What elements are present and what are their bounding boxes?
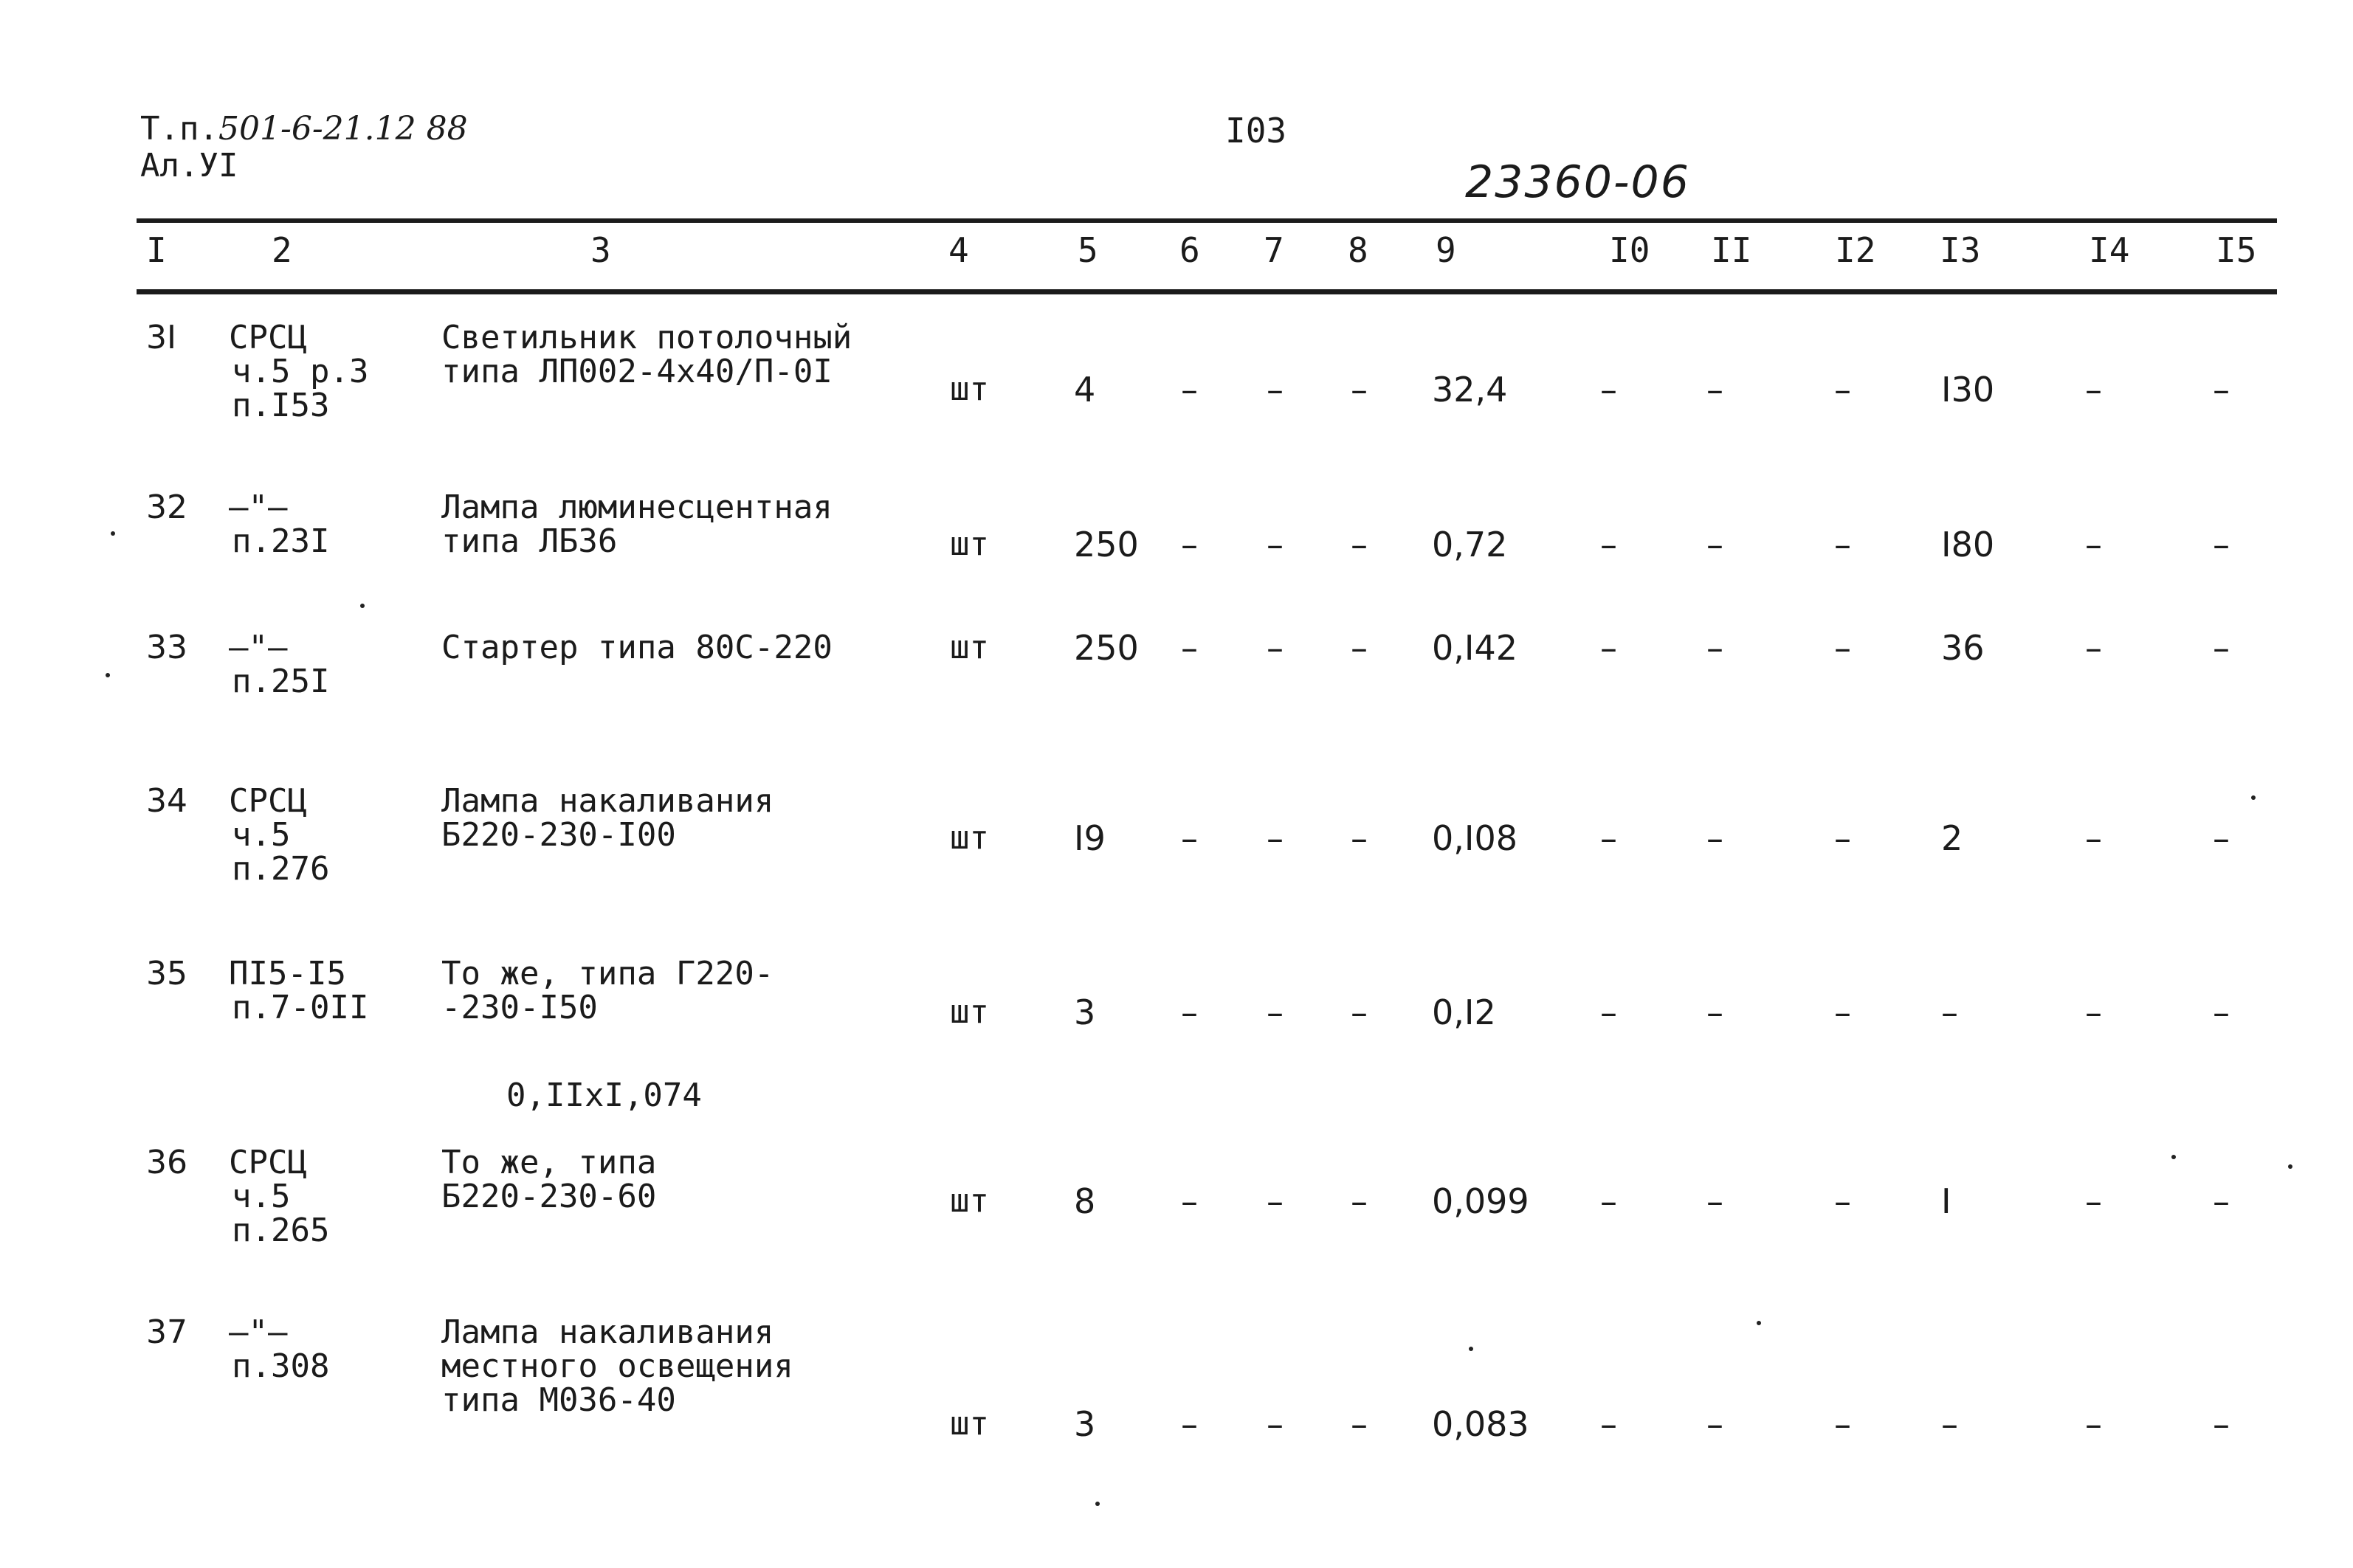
- reference-line: СРСЦ: [229, 782, 307, 820]
- row-number: 37: [146, 1313, 187, 1351]
- value-unit: шт: [950, 525, 989, 563]
- value-c6: –: [1181, 818, 1198, 858]
- value-c11: –: [1706, 525, 1723, 564]
- column-header: 8: [1348, 230, 1368, 270]
- value-unit: шт: [950, 629, 989, 666]
- sheet-label: Ал.УI: [140, 147, 238, 184]
- value-unit: шт: [950, 1405, 989, 1443]
- value-c13: –: [1941, 992, 1958, 1032]
- value-c15: –: [2213, 370, 2230, 410]
- value-c8: –: [1351, 370, 1368, 410]
- scan-speck: [2288, 1164, 2292, 1169]
- reference-line: СРСЦ: [229, 319, 307, 356]
- column-header: 7: [1264, 230, 1284, 270]
- column-header: 6: [1179, 230, 1200, 270]
- reference-line: ч.5 р.3: [232, 353, 369, 390]
- row-number: 32: [146, 488, 187, 526]
- value-c14: –: [2085, 370, 2102, 410]
- value-qty: 3: [1074, 992, 1096, 1032]
- value-unit: шт: [950, 1182, 989, 1220]
- value-c7: –: [1267, 628, 1284, 668]
- scan-speck: [106, 673, 110, 677]
- value-c6: –: [1181, 628, 1198, 668]
- value-c8: –: [1351, 1404, 1368, 1444]
- value-qty: 4: [1074, 370, 1096, 410]
- value-c9: 32,4: [1432, 370, 1508, 410]
- row-number: 34: [146, 782, 187, 820]
- value-c9: 0,I08: [1432, 818, 1517, 858]
- reference-line: –"–: [229, 1313, 288, 1351]
- value-c15: –: [2213, 992, 2230, 1032]
- scan-speck: [360, 604, 365, 608]
- reference-line: –"–: [229, 629, 288, 666]
- reference-line: п.I53: [232, 387, 330, 424]
- item-name-line: Лампа накаливания: [441, 1313, 774, 1351]
- item-name-line: Лампа накаливания: [441, 782, 774, 820]
- scan-speck: [1469, 1347, 1473, 1351]
- row-number: 35: [146, 955, 187, 992]
- column-header: I: [146, 230, 167, 270]
- item-name-line: Светильник потолочный: [441, 319, 852, 356]
- reference-line: п.265: [232, 1212, 330, 1249]
- column-header: 5: [1078, 230, 1098, 270]
- value-c6: –: [1181, 525, 1198, 564]
- column-header: I0: [1609, 230, 1650, 270]
- value-qty: 250: [1074, 628, 1139, 668]
- reference-line: п.276: [232, 850, 330, 888]
- value-c9: 0,I42: [1432, 628, 1517, 668]
- value-c7: –: [1267, 370, 1284, 410]
- value-c15: –: [2213, 628, 2230, 668]
- value-c7: –: [1267, 1181, 1284, 1221]
- value-c10: –: [1600, 1404, 1617, 1444]
- value-c9: 0,I2: [1432, 992, 1496, 1032]
- value-c14: –: [2085, 1404, 2102, 1444]
- value-c12: –: [1834, 992, 1851, 1032]
- column-header: 4: [948, 230, 969, 270]
- reference-line: п.7-0II: [232, 989, 369, 1026]
- value-c15: –: [2213, 818, 2230, 858]
- column-header: II: [1711, 230, 1752, 270]
- value-c15: –: [2213, 525, 2230, 564]
- value-qty: I9: [1074, 818, 1106, 858]
- value-c6: –: [1181, 992, 1198, 1032]
- reference-line: СРСЦ: [229, 1144, 307, 1181]
- document-number: 23360-06: [1465, 156, 1690, 208]
- value-c15: –: [2213, 1181, 2230, 1221]
- value-c8: –: [1351, 1181, 1368, 1221]
- item-name-line: -230-I50: [441, 989, 598, 1026]
- scan-speck: [1095, 1502, 1100, 1506]
- value-c12: –: [1834, 370, 1851, 410]
- value-c13: 36: [1941, 628, 1985, 668]
- value-c14: –: [2085, 628, 2102, 668]
- value-c8: –: [1351, 818, 1368, 858]
- value-c6: –: [1181, 370, 1198, 410]
- table-header-rule: [137, 289, 2277, 294]
- value-c13: I: [1941, 1181, 1951, 1221]
- series-prefix: Т.п.: [140, 110, 218, 148]
- value-c13: 2: [1941, 818, 1963, 858]
- value-qty: 3: [1074, 1404, 1096, 1444]
- scan-speck: [1757, 1321, 1761, 1325]
- item-name-line: То же, типа Г220-: [441, 955, 774, 992]
- value-c10: –: [1600, 628, 1617, 668]
- reference-line: –"–: [229, 488, 288, 526]
- value-c9: 0,72: [1432, 525, 1508, 564]
- document-series: [140, 111, 468, 184]
- value-c10: –: [1600, 370, 1617, 410]
- row-number: 33: [146, 629, 187, 666]
- value-unit: шт: [950, 370, 989, 408]
- value-c6: –: [1181, 1181, 1198, 1221]
- item-name-line: местного освещения: [441, 1347, 793, 1385]
- value-c15: –: [2213, 1404, 2230, 1444]
- value-c8: –: [1351, 992, 1368, 1032]
- value-c14: –: [2085, 818, 2102, 858]
- column-header: I4: [2089, 230, 2130, 270]
- value-c14: –: [2085, 525, 2102, 564]
- scan-speck: [2171, 1155, 2176, 1159]
- value-c13: I30: [1941, 370, 1995, 410]
- value-c9: 0,083: [1432, 1404, 1529, 1444]
- value-c12: –: [1834, 1404, 1851, 1444]
- value-c10: –: [1600, 525, 1617, 564]
- item-note: 0,IIxI,074: [506, 1077, 702, 1114]
- item-name-line: Лампа люминесцентная: [441, 488, 833, 526]
- value-c8: –: [1351, 525, 1368, 564]
- item-name-line: типа ЛБ36: [441, 522, 618, 560]
- value-c11: –: [1706, 1181, 1723, 1221]
- reference-line: ч.5: [232, 816, 291, 854]
- item-name-line: Стартер типа 80С-220: [441, 629, 833, 666]
- column-header: I3: [1940, 230, 1981, 270]
- value-c7: –: [1267, 525, 1284, 564]
- table-top-rule: [137, 218, 2277, 223]
- value-c10: –: [1600, 1181, 1617, 1221]
- page-number: I03: [1225, 111, 1287, 151]
- value-c7: –: [1267, 992, 1284, 1032]
- item-name-line: Б220-230-60: [441, 1178, 657, 1215]
- value-c12: –: [1834, 628, 1851, 668]
- value-c6: –: [1181, 1404, 1198, 1444]
- column-header: 3: [590, 230, 611, 270]
- value-c11: –: [1706, 370, 1723, 410]
- value-unit: шт: [950, 819, 989, 857]
- reference-line: ч.5: [232, 1178, 291, 1215]
- column-header: 2: [272, 230, 292, 270]
- value-c12: –: [1834, 1181, 1851, 1221]
- item-name-line: Б220-230-I00: [441, 816, 676, 854]
- scan-speck: [111, 531, 115, 536]
- value-c10: –: [1600, 818, 1617, 858]
- value-qty: 8: [1074, 1181, 1096, 1221]
- value-c11: –: [1706, 1404, 1723, 1444]
- column-header: I2: [1835, 230, 1876, 270]
- item-name-line: То же, типа: [441, 1144, 657, 1181]
- value-c14: –: [2085, 992, 2102, 1032]
- value-c12: –: [1834, 525, 1851, 564]
- reference-line: п.23I: [232, 522, 330, 560]
- value-c7: –: [1267, 1404, 1284, 1444]
- value-c13: –: [1941, 1404, 1958, 1444]
- column-header: I5: [2216, 230, 2257, 270]
- value-c7: –: [1267, 818, 1284, 858]
- scan-speck: [2251, 795, 2256, 800]
- item-name-line: типа М036-40: [441, 1381, 676, 1419]
- value-c11: –: [1706, 818, 1723, 858]
- value-c14: –: [2085, 1181, 2102, 1221]
- value-c11: –: [1706, 992, 1723, 1032]
- row-number: 3I: [146, 319, 176, 356]
- item-name-line: типа ЛП002-4х40/П-0I: [441, 353, 833, 390]
- value-c9: 0,099: [1432, 1181, 1529, 1221]
- value-c13: I80: [1941, 525, 1995, 564]
- value-c10: –: [1600, 992, 1617, 1032]
- value-unit: шт: [950, 993, 989, 1031]
- row-number: 36: [146, 1144, 187, 1181]
- reference-line: п.25I: [232, 663, 330, 700]
- value-qty: 250: [1074, 525, 1139, 564]
- reference-line: ПI5-I5: [229, 955, 346, 992]
- value-c12: –: [1834, 818, 1851, 858]
- series-code: 501-6-21.12 88: [218, 110, 468, 148]
- reference-line: п.308: [232, 1347, 330, 1385]
- column-header: 9: [1436, 230, 1456, 270]
- value-c8: –: [1351, 628, 1368, 668]
- value-c11: –: [1706, 628, 1723, 668]
